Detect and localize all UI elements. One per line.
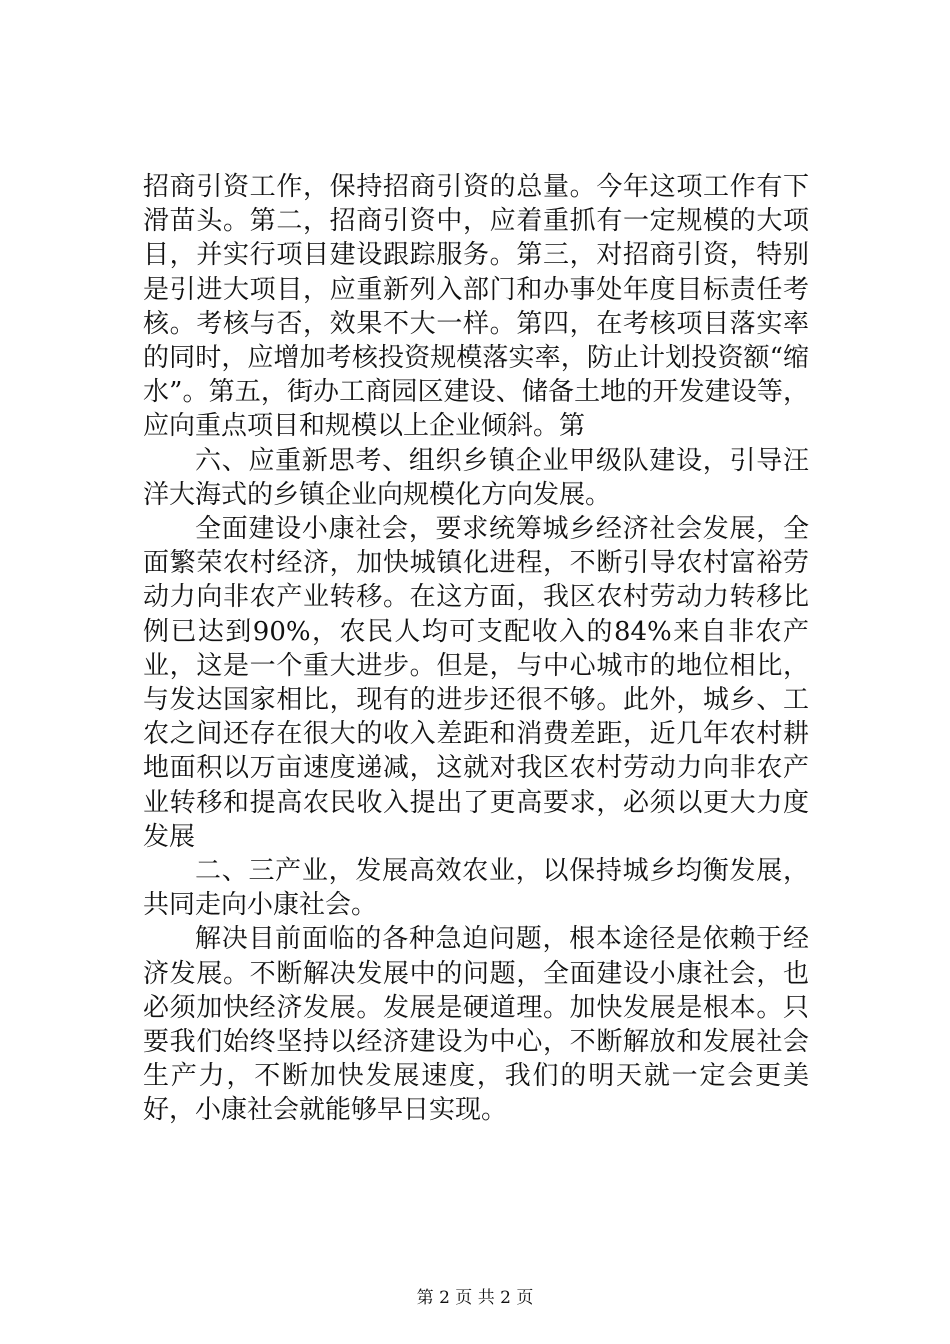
document-body xyxy=(143,170,809,1128)
page-number-footer: 第 2 页 共 2 页 xyxy=(416,1288,534,1308)
paragraph-2: 六、应重新思考、组织乡镇企业甲级队建设，引导汪洋大海式的乡镇企业向规模化方向发展。 xyxy=(143,445,809,510)
paragraph-5: 解决目前面临的各种急迫问题，根本途径是依赖于经济发展。不断解决发展中的问题，全面建设小康社会，也必须加快经济发展。发展是硬道理。加快发展是根本。只要我们始终坚持以经济建设为中心，不断解放和发展社会生产力，不断加快发展速度，我们的明天就一定会更美好，小康社会就能够早日实现。 xyxy=(143,924,809,1126)
paragraph-1: 招商引资工作，保持招商引资的总量。今年这项工作有下滑苗头。第二，招商引资中，应着重抓有一定规模的大项目，并实行项目建设跟踪服务。第三，对招商引资，特别是引进大项目，应重新列入部门和办事处年度目标责任考核。考核与否，效果不大一样。第四，在考核项目落实率的同时，应增加考核投资规模落实率，防止计划投资额“缩水”。第五，街办工商园区建设、储备土地的开发建设等，应向重点项目和规模以上企业倾斜。第 xyxy=(143,172,809,442)
paragraph-3: 全面建设小康社会，要求统筹城乡经济社会发展，全面繁荣农村经济，加快城镇化进程，不断引导农村富裕劳动力向非农产业转移。在这方面，我区农村劳动力转移比例已达到90%，农民人均可支配收入的84%来自非农产业，这是一个重大进步。但是，与中心城市的地位相比，与发达国家相比，现有的进步还很不够。此外，城乡、工农之间还存在很大的收入差距和消费差距，近几年农村耕地面积以万亩速度递减，这就对我区农村劳动力向非农产业转移和提高农民收入提出了更高要求，必须以更大力度发展 xyxy=(143,514,809,852)
paragraph-4: 二、三产业，发展高效农业，以保持城乡均衡发展，共同走向小康社会。 xyxy=(143,856,809,921)
